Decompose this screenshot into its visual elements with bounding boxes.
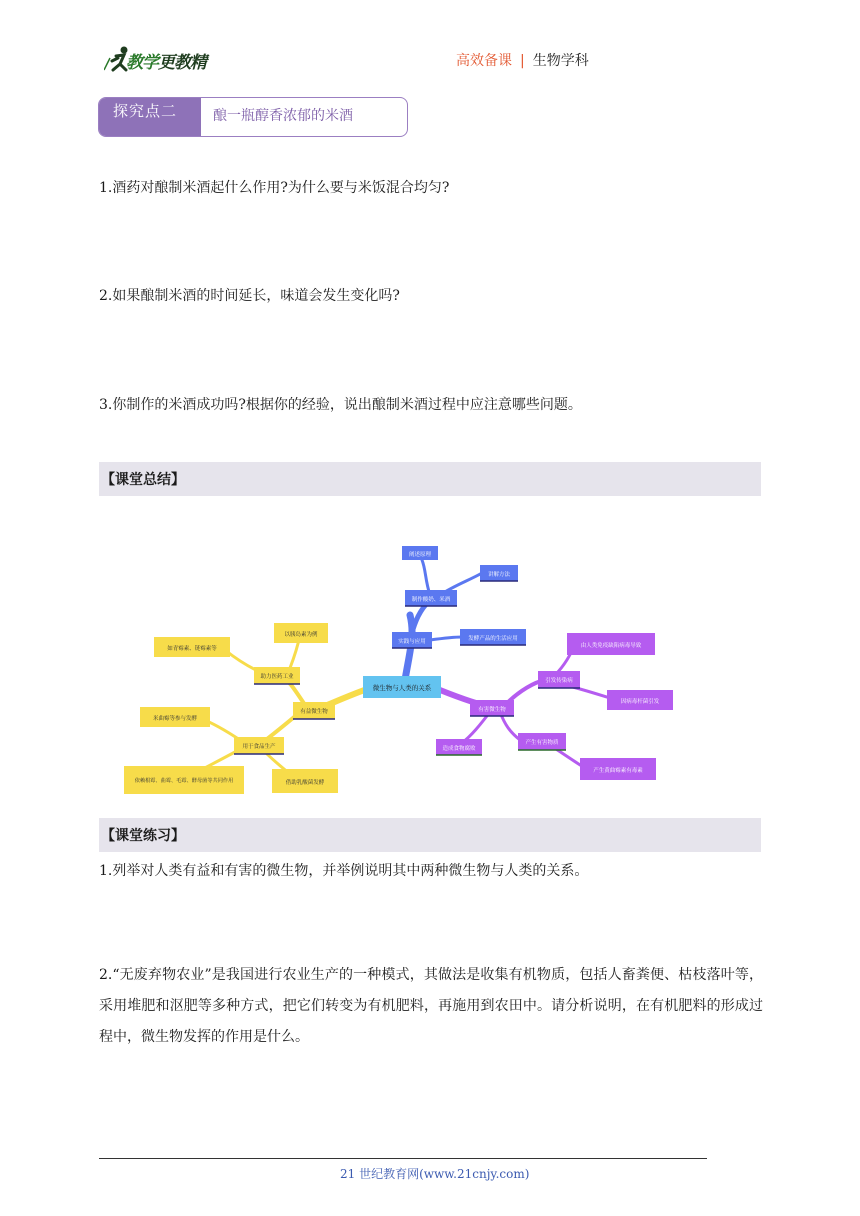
node-food-b <box>124 766 244 794</box>
node-principle-label: 阐述原理 <box>408 552 432 558</box>
node-food-a-label: 米曲霉等参与发酵 <box>152 716 198 722</box>
banner-label: 探究点二 <box>99 98 201 137</box>
node-med-b <box>274 623 328 643</box>
center-label: 微生物与人类的关系 <box>372 684 432 692</box>
node-harmful <box>470 700 514 716</box>
summary-heading: 【课堂总结】 <box>99 462 761 496</box>
node-disease-a <box>567 633 655 655</box>
logo <box>104 44 224 74</box>
node-principle <box>402 546 438 560</box>
node-med-a-label: 如青霉素、链霉素等 <box>167 646 217 652</box>
course-label: 高效备课 <box>456 53 512 69</box>
node-disease-b <box>607 690 673 710</box>
mind-map <box>110 540 680 800</box>
logo-text-a: 教学 <box>126 53 158 73</box>
node-food-c-label: 借助乳酸菌发酵 <box>285 780 325 786</box>
node-food-b-label: 依赖根霉、曲霉、毛霉、酵母菌等共同作用 <box>134 778 234 784</box>
node-food-a <box>140 707 210 727</box>
node-food-label: 用于食品生产 <box>242 744 276 750</box>
section-banner <box>98 97 408 137</box>
question-1: 1.酒药对酿制米酒起什么作用?为什么要与米饭混合均匀? <box>99 180 450 196</box>
node-practice <box>392 632 432 648</box>
node-toxin <box>518 733 566 750</box>
node-method-label: 讲解方法 <box>487 572 511 578</box>
node-harmful-label: 有害微生物 <box>478 707 506 713</box>
node-disease-a-label: 由人类免疫缺陷病毒导致 <box>580 643 642 649</box>
node-life <box>460 629 526 645</box>
node-food <box>234 737 284 754</box>
node-disease-b-label: 因病毒杆菌引发 <box>620 699 660 705</box>
footer-text[interactable]: 21 世纪教育网(www.21cnjy.com) <box>340 1167 530 1181</box>
node-toxin-a <box>580 758 656 780</box>
node-medical-label: 助力医药工业 <box>260 674 294 680</box>
footer-divider <box>99 1158 707 1159</box>
node-spoil-label: 造成食物腐败 <box>442 746 476 752</box>
branch-principle <box>422 560 430 595</box>
node-toxin-label: 产生有害物质 <box>525 740 559 746</box>
node-disease <box>538 671 580 688</box>
branch-life <box>430 637 462 640</box>
node-spoil <box>436 739 482 755</box>
question-3: 3.你制作的米酒成功吗?根据你的经验，说出酿制米酒过程中应注意哪些问题。 <box>99 397 582 413</box>
center-node <box>363 676 441 698</box>
header-right <box>456 50 589 70</box>
node-life-label: 发酵产品的生活应用 <box>468 636 518 642</box>
node-toxin-a-label: 产生黄曲霉素有毒素 <box>593 768 643 774</box>
exercise-2: 2.“无废弃物农业”是我国进行农业生产的一种模式，其做法是收集有机物质，包括人畜粪便、枯枝落叶等，采用堆肥和沤肥等多种方式，把它们转变为有机肥料，再施用到农田中。请分析说明，在有机肥料的形成过程中，微生物发挥的作用是什么。 <box>99 967 763 1045</box>
node-beneficial <box>293 702 335 719</box>
logo-text <box>126 48 206 73</box>
node-make <box>405 590 457 606</box>
node-practice-label: 实践与应用 <box>398 639 426 645</box>
header-separator: | <box>520 53 525 69</box>
banner-title: 酿一瓶醇香浓郁的米酒 <box>213 108 353 124</box>
logo-text-c: 教精 <box>174 53 206 73</box>
node-med-b-label: 以胰岛素为例 <box>284 632 318 638</box>
exercise-heading: 【课堂练习】 <box>99 818 761 852</box>
subject-label: 生物学科 <box>532 53 589 69</box>
node-disease-label: 引发传染病 <box>545 678 573 684</box>
node-food-c <box>272 769 338 793</box>
node-beneficial-label: 有益微生物 <box>300 709 328 715</box>
logo-text-b: 更 <box>158 53 174 73</box>
exercise-1: 1.列举对人类有益和有害的微生物，并举例说明其中两种微生物与人类的关系。 <box>99 863 589 879</box>
node-make-label: 制作酸奶、米酒 <box>411 597 451 603</box>
question-2: 2.如果酿制米酒的时间延长，味道会发生变化吗? <box>99 288 400 304</box>
node-medical <box>254 667 300 684</box>
node-method <box>480 565 518 581</box>
node-med-a <box>154 637 230 657</box>
